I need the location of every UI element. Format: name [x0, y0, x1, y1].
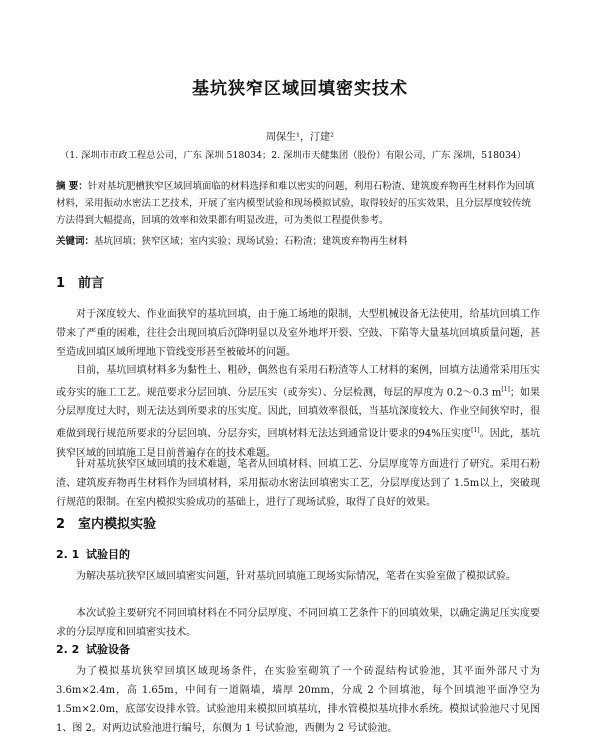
- section-2-number: 2: [56, 517, 66, 532]
- paragraph: [56, 361, 540, 463]
- subsection-2-1-heading: [56, 546, 130, 562]
- subsection-2-1-title: 试验目的: [86, 548, 130, 561]
- subsection-2-2-title: 试验设备: [86, 643, 130, 656]
- section-1-heading: [56, 272, 104, 291]
- keywords-text: 基坑回填；狭窄区域；室内实验；现场试验；石粉渣；建筑废弃物再生材料: [94, 236, 408, 247]
- abstract-text: 针对基坑肥槽狭窄区域回填面临的材料选择和难以密实的问题，利用石粉渣、建筑废弃物再生材料作为回填材料，采用振动水密法工艺技术，开展了室内模型试验和现场模拟试验，取得较好的压实效果，且分层厚度较传统方法得到大幅提高，回填的效率和效果都有明显改进，可为类似工程提供参考。: [56, 181, 535, 226]
- affiliation: （1. 深圳市市政工程总公司，广东 深圳 518034；2. 深圳市天健集团（股份）有限公司，广东 深圳，518034）: [60, 150, 527, 161]
- subsection-2-2-number: 2. 2: [56, 643, 80, 656]
- paragraph: 对于深度较大、作业面狭窄的基坑回填，由于施工场地的限制，大型机械设备无法使用，给基坑回填工作带来了严重的困难，往往会出现回填后沉降明显以及室外地坪开裂、空鼓、下陷等大量基坑回填质量问题，甚至造成回填区域所埋地下管线变形甚至被破坏的问题。: [56, 309, 540, 358]
- subsection-2-1-number: 2. 1: [56, 548, 80, 561]
- abstract: [56, 178, 540, 229]
- section-2-title: 室内模拟实验: [78, 517, 157, 532]
- keywords: [56, 233, 540, 247]
- paper-title: 基坑狭窄区域回填密实技术: [192, 79, 408, 99]
- paragraph-text: 目前，基坑回填材料多为黏性土、粗砂，偶然也有采用石粉渣等人工材料的案例，回填方法通常采用压实或夯实的施工工艺。规范要求分层回填、分层压实（或夯实）、分层检测，每层的厚度为 0.2～0.3 m: [56, 365, 540, 399]
- authors: 周保生¹，汀建²: [265, 132, 335, 143]
- paragraph-text: ；如果分层厚度过大时，则无法达到所要求的压实度。因此，回填效率很低，当基坑深度较大、作业空间狭窄时，很难做到现行规范所要求的分层回填、分层夯实，回填材料无法达到通常设计要求的94%压实度: [56, 387, 541, 440]
- paragraph: 为了模拟基坑狭窄回填区域现场条件，在实验室砌筑了一个砖混结构试验池，其平面外部尺寸为 3.6m×2.4m，高 1.65m，中间有一道隔墙，墙厚 20mm，分成 2 个回填池，每个回填池平面净空为 1.5m×2.0m，底部安设排水管。试验池用来模拟回填基坑，排水管模拟基坑排水系统。模拟试验池尺寸见图 1、图 2。对两边试验池进行编号，东侧为 1 号试验池，西侧为 2 号试验池。: [56, 666, 540, 734]
- section-1-number: 1: [56, 276, 66, 291]
- paragraph: 为解决基坑狭窄区域回填密实问题，针对基坑回填施工现场实际情况，笔者在实验室做了模拟试验。: [76, 571, 516, 582]
- paragraph-text: 。因此，基坑狭窄区域的回填施工是目前普遍存在的技术难题。: [56, 428, 541, 459]
- section-1-title: 前言: [78, 276, 105, 291]
- paragraph: 针对基坑狭窄区域回填的技术难题，笔者从回填材料、回填工艺、分层厚度等方面进行了研究。采用石粉渣、建筑废弃物再生材料作为回填材料，采用振动水密法回填密实工艺，分层厚度达到了 1.5m以上，突破现行规范的限制。在室内模拟实验成功的基础上，进行了现场试验，取得了良好的效果。: [56, 459, 540, 508]
- keywords-label: 关键词：: [56, 236, 95, 247]
- citation: [1]: [471, 427, 480, 435]
- paragraph: 本次试验主要研究不同回填材料在不同分层厚度、不同回填工艺条件下的回填效果，以确定满足压实度要求的分层厚度和回填密实技术。: [56, 608, 540, 638]
- abstract-label: 摘 要：: [56, 181, 88, 192]
- citation: [1]: [501, 386, 510, 393]
- section-2-heading: [56, 513, 156, 532]
- subsection-2-2-heading: [56, 641, 130, 657]
